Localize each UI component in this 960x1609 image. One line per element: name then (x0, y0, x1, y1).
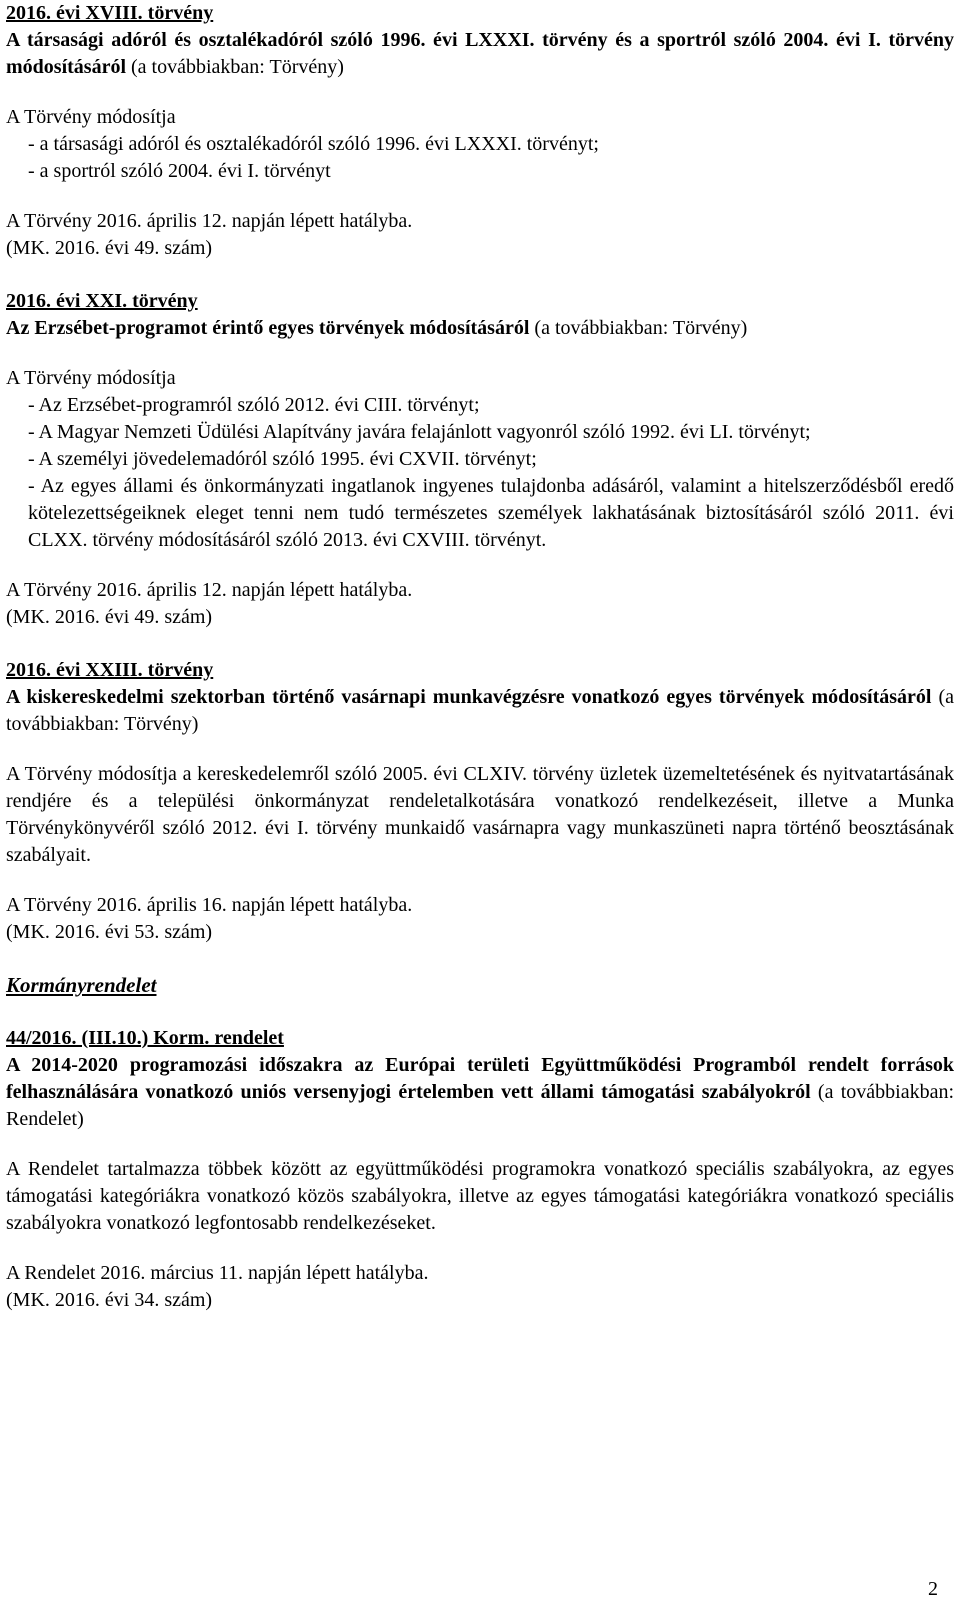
section-body: A Rendelet tartalmazza többek között az együttműködési programokra vonatkozó speciális szabályokra, az egyes támogatási kategóriákra vonatkozó közös szabályokra, illetve az egyes támogatási kategóriákra vonatkozó speciális szabályokra vonatkozó legfontosabb rendelkezéseket. (6, 1158, 954, 1234)
decree-section (6, 1025, 954, 1314)
amended-item: - A Magyar Nemzeti Üdülési Alapítvány javára felajánlott vagyonról szóló 1992. évi LI. törvényt; (28, 421, 811, 443)
law-number: 2016. évi XXI. törvény (6, 290, 198, 312)
law-title (6, 315, 954, 342)
law-title (6, 27, 954, 81)
decree-title-suffix: (a továbbiakban: Rendelet) (6, 1081, 955, 1130)
law-section-1 (6, 0, 954, 262)
law-number: 2016. évi XVIII. törvény (6, 2, 214, 24)
effective-date: A Törvény 2016. április 16. napján lépett hatályba. (6, 894, 413, 916)
law-title-bold: A társasági adóról és osztalékadóról szóló 1996. évi LXXXI. törvény és a sportról szóló 2004. évi I. törvény módosításáról (6, 29, 954, 78)
law-title (6, 684, 954, 738)
effective-date: A Törvény 2016. április 12. napján lépett hatályba. (6, 210, 413, 232)
section-body: A Törvény módosítja a kereskedelemről szóló 2005. évi CLXIV. törvény üzletek üzemeltetésének és nyitvatartásának rendjére és a települési önkormányzat rendeletalkotására vonatkozó rendelkezéseit, illetve a Munka Törvénykönyvéről szóló 2012. évi I. törvény munkaidő vasárnapra vagy munkaszüneti napra történő beosztásának szabályait. (6, 763, 954, 866)
law-section-2 (6, 288, 954, 631)
law-title-suffix: (a továbbiakban: Törvény) (131, 56, 344, 78)
decree-title-bold: A 2014-2020 programozási időszakra az Európai területi Együttműködési Programból rendelt források felhasználására vonatkozó uniós versenyjogi értelemben vett állami támogatási szabályokról (6, 1054, 954, 1103)
gazette-ref: (MK. 2016. évi 34. szám) (6, 1289, 213, 1311)
effective-date: A Törvény 2016. április 12. napján lépett hatályba. (6, 579, 413, 601)
decree-number: 44/2016. (III.10.) Korm. rendelet (6, 1027, 284, 1049)
effective-date: A Rendelet 2016. március 11. napján lépett hatályba. (6, 1262, 429, 1284)
law-section-3 (6, 657, 954, 946)
law-title-bold: Az Erzsébet-programot érintő egyes törvények módosításáról (6, 317, 530, 339)
law-title-suffix: (a továbbiakban: Törvény) (534, 317, 748, 339)
amended-item: - A személyi jövedelemadóról szóló 1995. évi CXVII. törvényt; (28, 448, 537, 470)
law-title-bold: A kiskereskedelmi szektorban történő vasárnapi munkavégzésre vonatkozó egyes törvények módosításáról (6, 686, 932, 708)
amends-intro: A Törvény módosítja (6, 367, 176, 389)
decree-title (6, 1052, 954, 1133)
document-content (6, 0, 954, 1314)
page-number: 2 (928, 1578, 938, 1600)
amended-item: - Az egyes állami és önkormányzati ingatlanok ingyenes tulajdonba adásáról, valamint a hitelszerződésből eredő kötelezettségeiknek eleget tenni nem tudó természetes személyek lakhatásának biztosításáról szóló 2011. évi CLXX. törvény módosításáról szóló 2013. évi CXVIII. törvényt. (28, 475, 954, 551)
gazette-ref: (MK. 2016. évi 53. szám) (6, 921, 213, 943)
category-heading: Kormányrendelet (6, 973, 157, 997)
amended-item: - a sportról szóló 2004. évi I. törvényt (28, 160, 331, 182)
amends-intro: A Törvény módosítja (6, 106, 176, 128)
law-title-suffix: (a továbbiakban: Törvény) (6, 686, 954, 735)
amended-item: - a társasági adóról és osztalékadóról szóló 1996. évi LXXXI. törvényt; (28, 133, 599, 155)
law-number: 2016. évi XXIII. törvény (6, 659, 214, 681)
gazette-ref: (MK. 2016. évi 49. szám) (6, 237, 213, 259)
gazette-ref: (MK. 2016. évi 49. szám) (6, 606, 213, 628)
amended-item: - Az Erzsébet-programról szóló 2012. évi CIII. törvényt; (28, 394, 480, 416)
